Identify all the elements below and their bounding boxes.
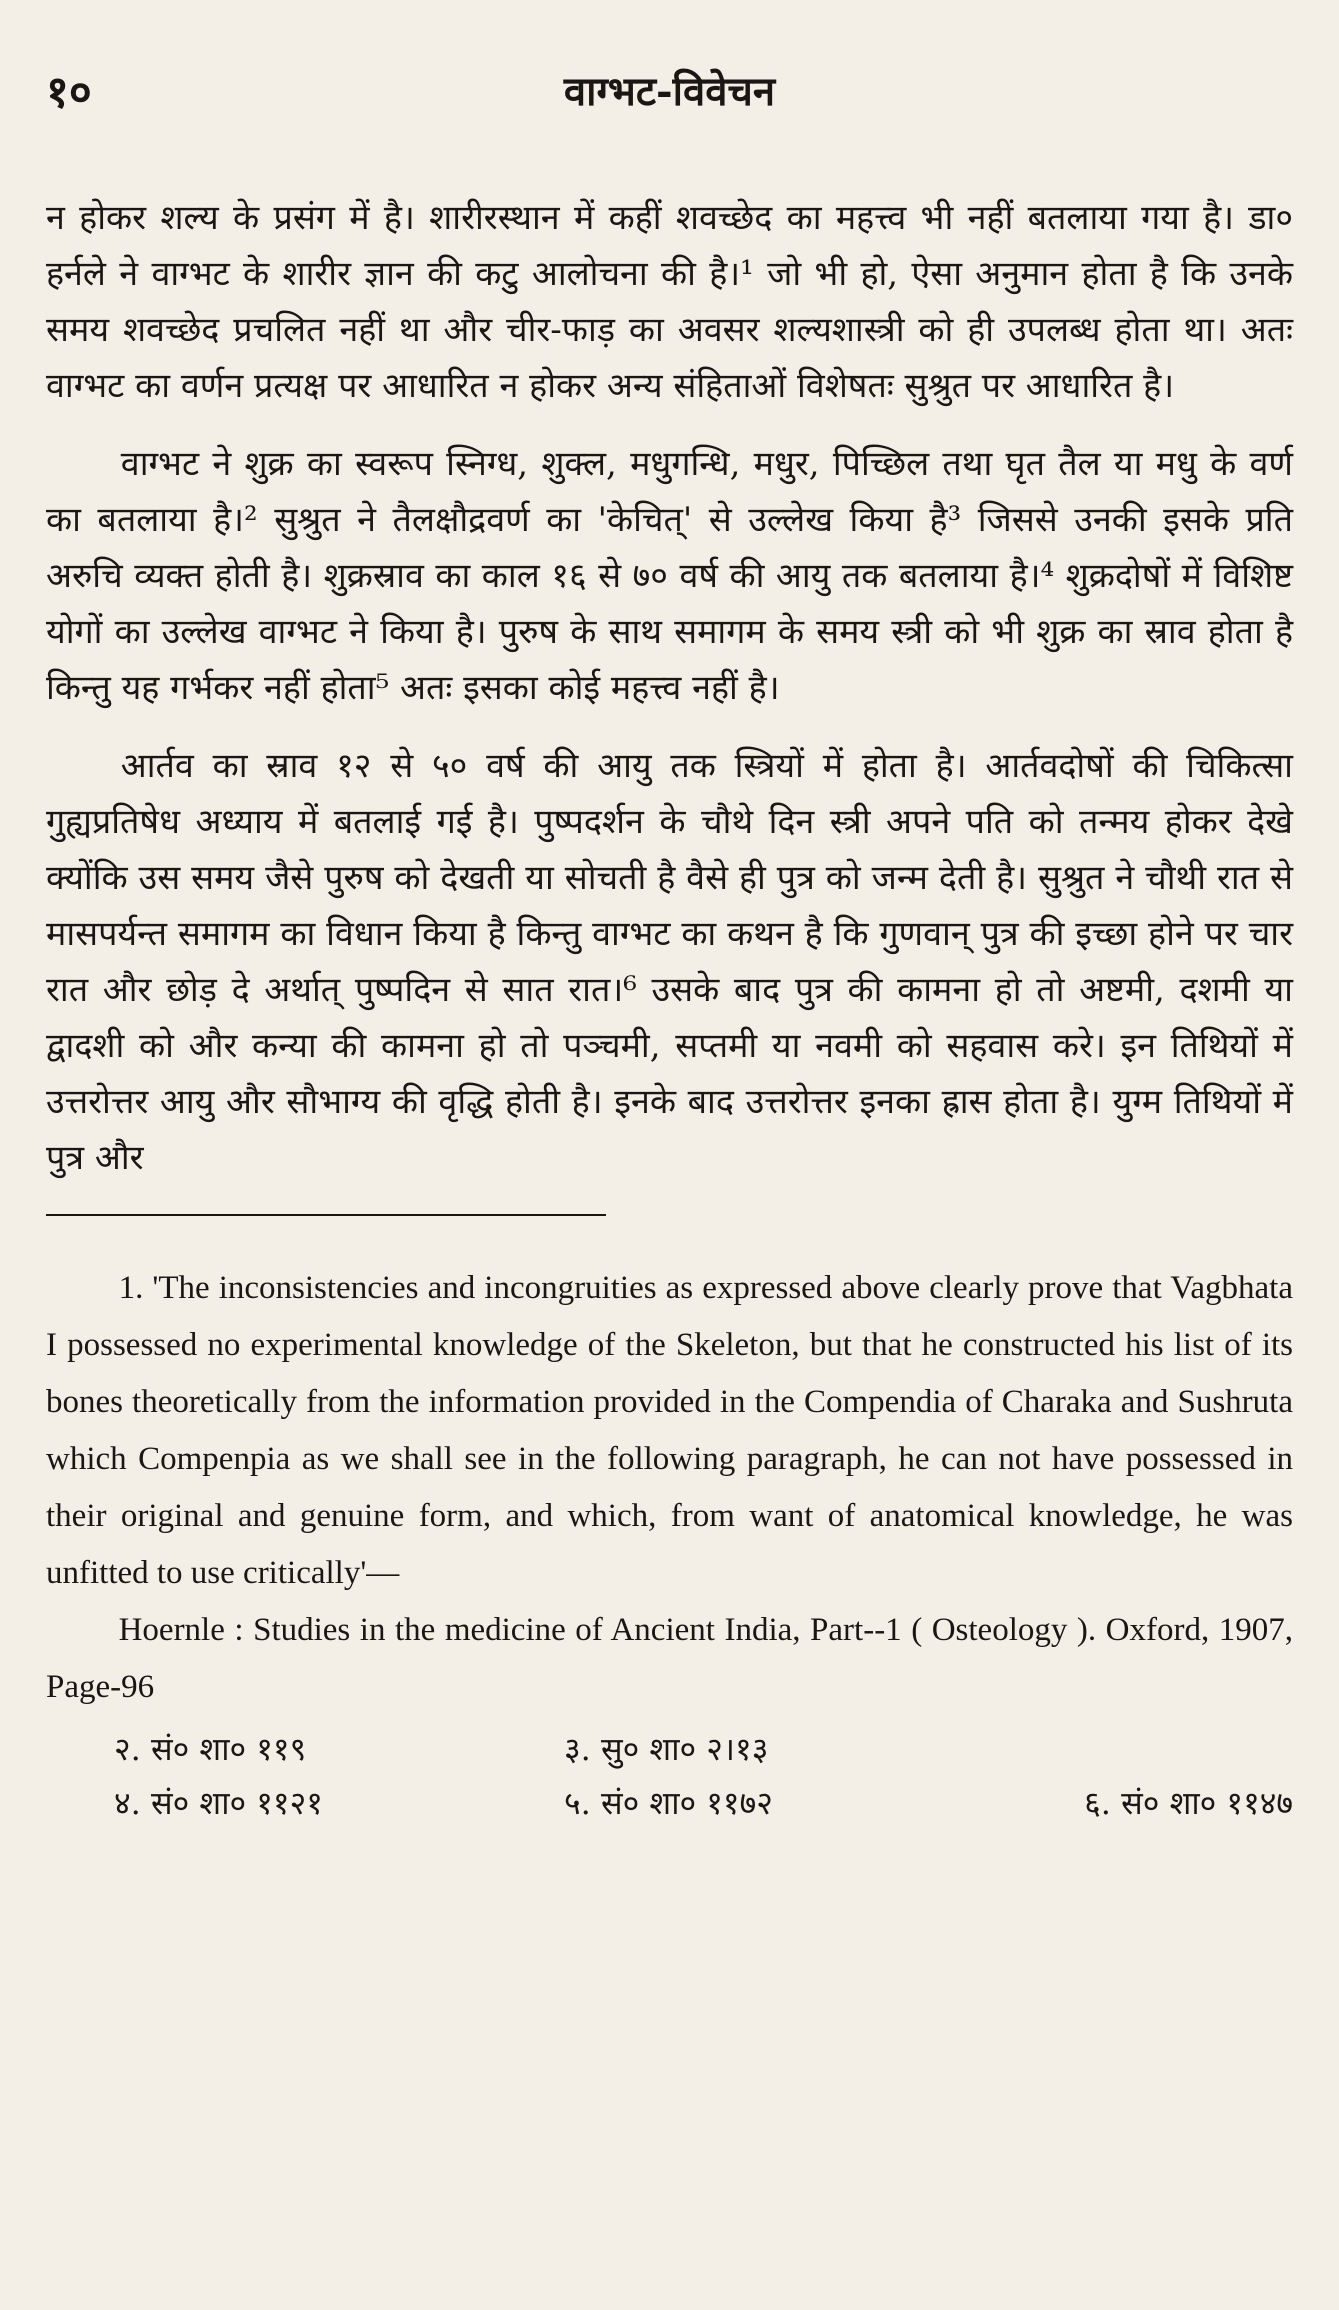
running-title: वाग्भट-विवेचन [563, 68, 776, 115]
main-text [46, 190, 1293, 1186]
footnote-divider [46, 1214, 606, 1216]
reference-row [46, 1776, 1293, 1830]
reference-2: २. सं० शा० ११९ [114, 1730, 307, 1768]
reference-empty [996, 1722, 1293, 1776]
footnote-1: 1. 'The inconsistencies and incongruities as expressed above clearly prove that Vagbhata I possessed no experimental knowledge of the Skeleton, but that he constructed his list of its bones theoretically from the information provided in the Compendia of Charaka and Sushruta which Compenpia as we shall see in the following paragraph, he can not have possessed in their original and genuine form, and which, from want of anatomical knowledge, he was unfitted to use critically'— [46, 1270, 1293, 1591]
reference-5: ५. सं० शा० ११७२ [564, 1784, 773, 1822]
reference-row [46, 1722, 1293, 1776]
reference-6: ६. सं० शा० ११४७ [1084, 1784, 1293, 1822]
paragraph: आर्तव का स्राव १२ से ५० वर्ष की आयु तक स्त्रियों में होता है। आर्तवदोषों की चिकित्सा गुह्यप्रतिषेध अध्याय में बतलाई गई है। पुष्पदर्शन के चौथे दिन स्त्री अपने पति को तन्मय होकर देखे क्योंकि उस समय जैसे पुरुष को देखती या सोचती है वैसे ही पुत्र को जन्म देती है। सुश्रुत ने चौथी रात से मासपर्यन्त समागम का विधान किया है किन्तु वाग्भट का कथन है कि गुणवान् पुत्र की इच्छा होने पर चार रात और छोड़ दे अर्थात् पुष्पदिन से सात रात।⁶ उसके बाद पुत्र की कामना हो तो अष्टमी, दशमी या द्वादशी को और कन्या की कामना हो तो पञ्चमी, सप्तमी या नवमी को सहवास करे। इन तिथियों में उत्तरोत्तर आयु और सौभाग्य की वृद्धि होती है। इनके बाद उत्तरोत्तर इनका ह्रास होता है। युग्म तिथियों में पुत्र और [46, 746, 1293, 1178]
reference-list [46, 1722, 1293, 1830]
footnote-citation: Hoernle : Studies in the medicine of Ancient India, Part--1 ( Osteology ). Oxford, 1907, Page-96 [46, 1612, 1293, 1705]
paragraph: न होकर शल्य के प्रसंग में है। शारीरस्थान में कहीं शवच्छेद का महत्त्व भी नहीं बतलाया गया है। डा० हर्नले ने वाग्भट के शारीर ज्ञान की कटु आलोचना की है।¹ जो भी हो, ऐसा अनुमान होता है कि उनके समय शवच्छेद प्रचलित नहीं था और चीर-फाड़ का अवसर शल्यशास्त्री को ही उपलब्ध होता था। अतः वाग्भट का वर्णन प्रत्यक्ष पर आधारित न होकर अन्य संहिताओं विशेषतः सुश्रुत पर आधारित है। [46, 198, 1293, 406]
footnotes [46, 1260, 1293, 1716]
reference-4: ४. सं० शा० ११२१ [114, 1784, 323, 1822]
page-header [46, 60, 1293, 130]
page-number: १० [46, 67, 92, 118]
reference-3: ३. सु० शा० २।१३ [564, 1730, 769, 1768]
paragraph: वाग्भट ने शुक्र का स्वरूप स्निग्ध, शुक्ल, मधुगन्धि, मधुर, पिच्छिल तथा घृत तैल या मधु के वर्ण का बतलाया है।² सुश्रुत ने तैलक्षौद्रवर्ण का 'केचित्' से उल्लेख किया है³ जिससे उनकी इसके प्रति अरुचि व्यक्त होती है। शुक्रस्राव का काल १६ से ७० वर्ष की आयु तक बतलाया है।⁴ शुक्रदोषों में विशिष्ट योगों का उल्लेख वाग्भट ने किया है। पुरुष के साथ समागम के समय स्त्री को भी शुक्र का स्राव होता है किन्तु यह गर्भकर नहीं होता⁵ अतः इसका कोई महत्त्व नहीं है। [46, 444, 1293, 708]
